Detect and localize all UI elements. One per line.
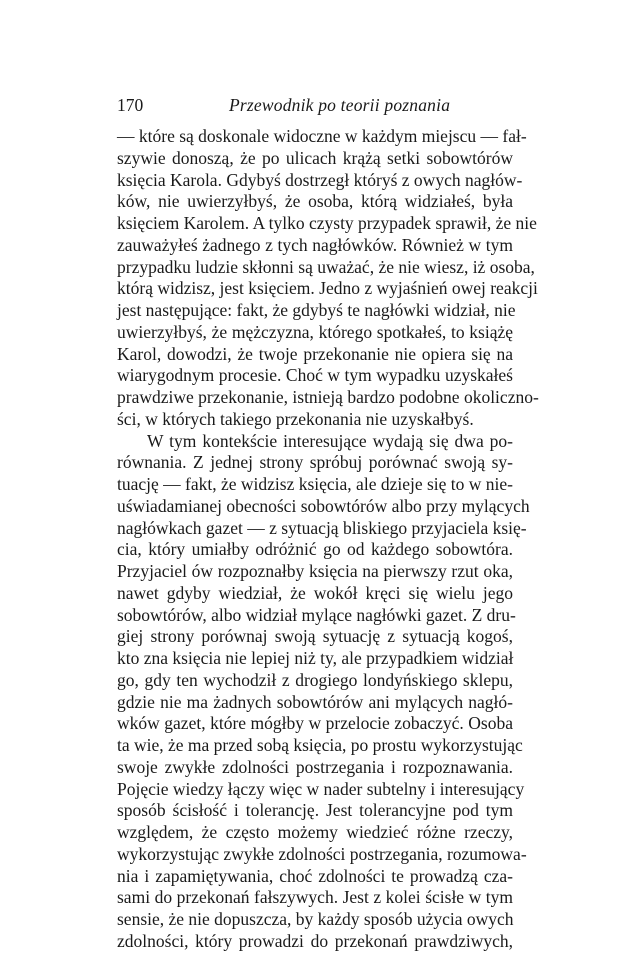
text-line: Karol, dowodzi, że twoje przekonanie nie opiera się na (117, 343, 513, 364)
text-line: równania. Z jednej strony spróbuj porównać swoją sy- (117, 452, 513, 473)
text-line: wykorzystując zwykłe zdolności postrzegania, rozumowa- (117, 843, 527, 864)
text-line: gdzie nie ma żadnych sobowtórów ani mylących nagłó- (117, 691, 513, 712)
text-line: zdolności, który prowadzi do przekonań prawdziwych, (117, 930, 513, 951)
text-line: nawet gdyby wiedział, że wokół kręci się wielu jego (117, 582, 513, 603)
text-line: przypadku ludzie skłonni są uważać, że nie wiesz, iż osoba, (117, 256, 535, 277)
paragraph-1 (117, 126, 539, 431)
text-line: W tym kontekście interesujące wydają się dwa po- (147, 430, 513, 451)
body-text (117, 126, 539, 953)
text-line: wków gazet, które mógłby w przelocie zobaczyć. Osoba (117, 713, 513, 734)
text-line: sposób ścisłość i tolerancję. Jest tolerancyjne pod tym (117, 800, 513, 821)
text-line: wiarygodnym procesie. Choć w tym wypadku uzyskałeś (117, 365, 513, 386)
paragraph-2 (117, 430, 530, 953)
text-line: zauważyłeś żadnego z tych nagłówków. Również w tym (117, 234, 513, 255)
text-line: uwierzyłbyś, że mężczyzna, którego spotkałeś, to książę (117, 321, 513, 342)
text-line: Pojęcie wiedzy łączy więc w nader subtelny i interesujący (117, 778, 525, 799)
text-line: kto zna księcia nie lepiej niż ty, ale przypadkiem widział (117, 648, 514, 668)
text-line: prawdziwe przekonanie, istnieją bardzo podobne okoliczno- (117, 387, 539, 407)
text-line: nia i zapamiętywania, choć zdolności te prowadzą cza- (117, 865, 513, 886)
text-line: Przyjaciel ów rozpoznałby księcia na pierwszy rzut oka, (117, 561, 513, 581)
text-line: nagłówkach gazet — z sytuacją bliskiego przyjaciela księ- (117, 517, 527, 538)
text-line: księciem Karolem. A tylko czysty przypadek sprawił, że nie (117, 213, 537, 233)
text-line: ści, w których takiego przekonania nie uzyskałbyś. (117, 408, 474, 429)
running-title: Przewodnik po teorii poznania (229, 95, 451, 115)
running-head (117, 95, 513, 121)
text-line: którą widzisz, jest księciem. Jedno z wyjaśnień owej reakcji (117, 278, 538, 299)
page-number: 170 (117, 95, 144, 115)
text-line: uświadamianej obecności sobowtórów albo przy mylących (117, 495, 530, 516)
text-line: sami do przekonań fałszywych. Jest z kolei ścisłe w tym (117, 887, 513, 908)
text-line: go, gdy ten wychodził z drogiego londyńskiego sklepu, (117, 669, 513, 690)
text-line: tuację — fakt, że widzisz księcia, ale dzieje się to w nie- (117, 474, 514, 494)
text-line: cia, który umiałby odróżnić go od każdego sobowtóra. (117, 539, 513, 560)
text-line: ków, nie uwierzyłbyś, że osoba, którą widziałeś, była (117, 191, 513, 212)
text-line: względem, że często możemy wiedzieć różne rzeczy, (117, 822, 513, 842)
text-line: ta wie, że ma przed sobą księcia, po prostu wykorzystując (117, 735, 523, 755)
text-line: jest następujące: fakt, że gdybyś te nagłówki widział, nie (117, 300, 516, 320)
text-line: giej strony porównaj swoją sytuację z sytuacją kogoś, (117, 626, 513, 647)
text-line: szywie donoszą, że po ulicach krążą setki sobowtórów (117, 147, 513, 168)
text-line: sensie, że nie dopuszcza, by każdy sposób użycia owych (117, 909, 514, 929)
text-line: sobowtórów, albo widział mylące nagłówki gazet. Z dru- (117, 604, 516, 625)
text-line: — które są doskonale widoczne w każdym miejscu — fał- (117, 126, 527, 146)
text-line: swoje zwykłe zdolności postrzegania i rozpoznawania. (117, 756, 513, 777)
text-line: księcia Karola. Gdybyś dostrzegł któryś z owych nagłów- (117, 169, 523, 190)
